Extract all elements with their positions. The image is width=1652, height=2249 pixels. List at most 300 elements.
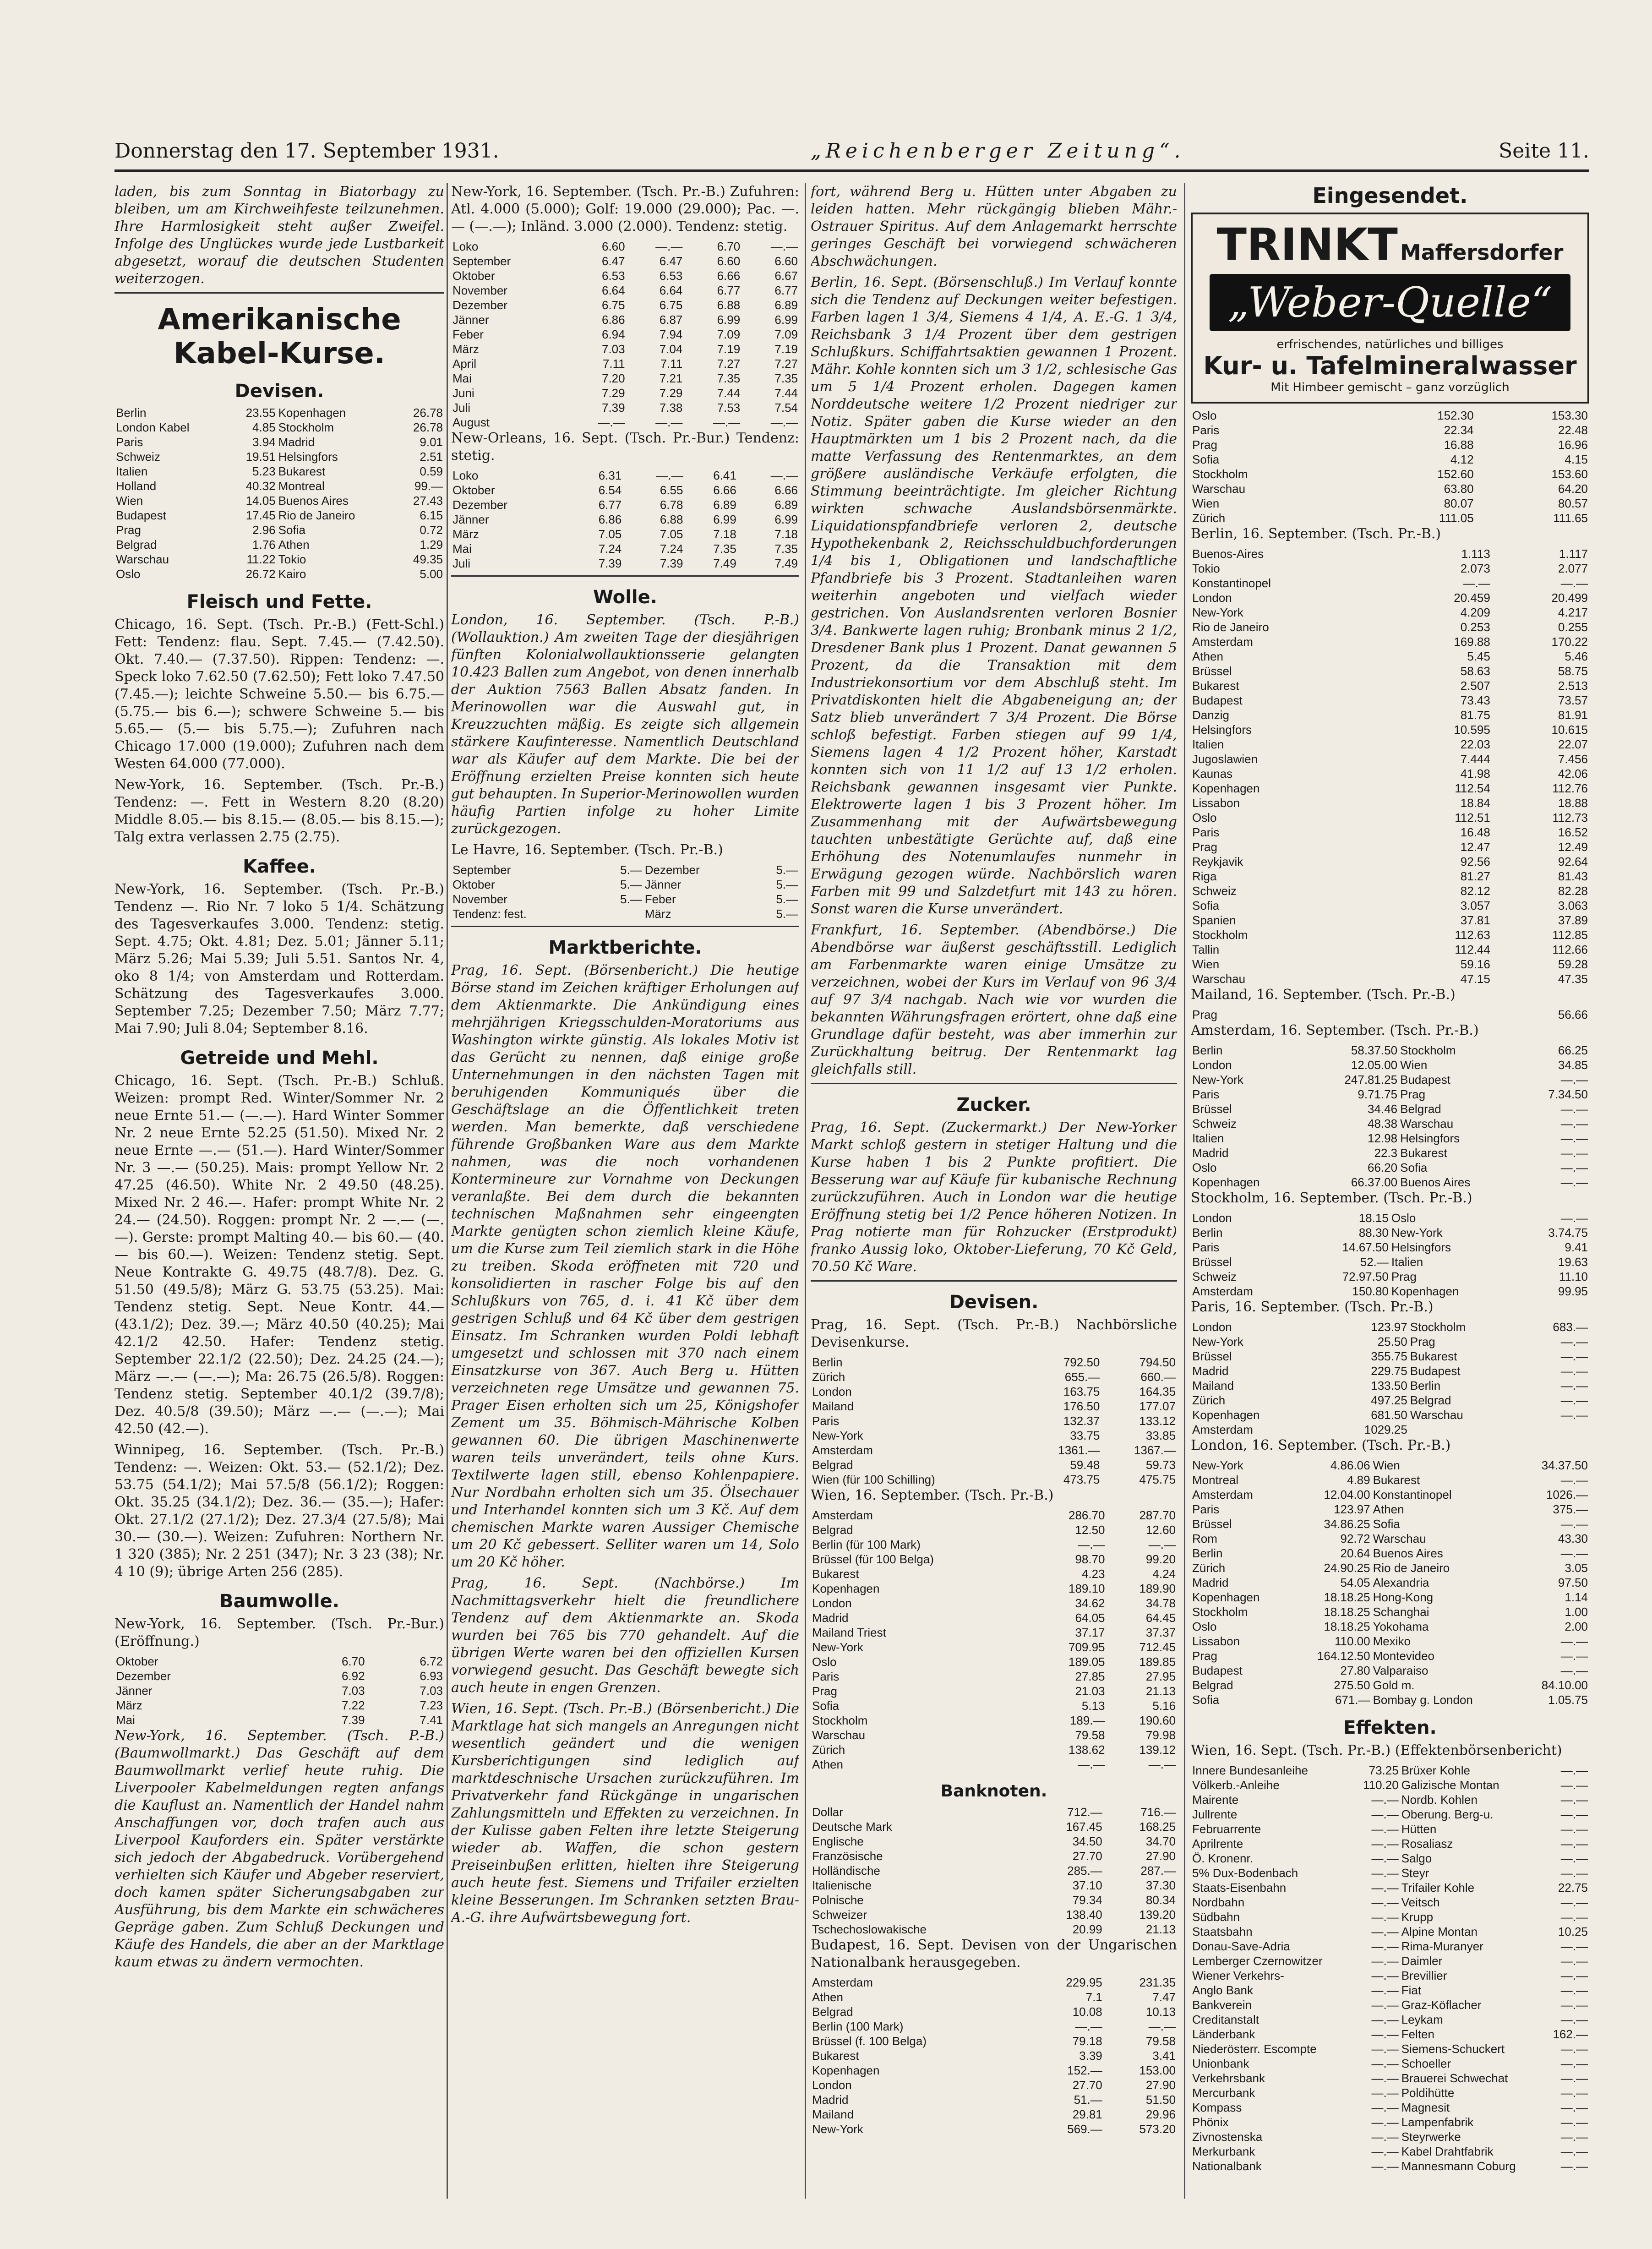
table-cell: Belgrad <box>812 1458 853 1472</box>
table-cell: Lissabon <box>1192 796 1240 810</box>
table-cell: 18.84 <box>1460 796 1490 810</box>
table-cell: 47.15 <box>1460 972 1490 986</box>
table-cell: 6.89 <box>774 298 798 312</box>
table-cell: April <box>453 357 477 371</box>
table-cell: —.— <box>1560 1793 1588 1807</box>
zucker-heading: Zucker. <box>956 1094 1031 1115</box>
table-cell: 14.67.50 <box>1342 1240 1389 1254</box>
table-cell: —.— <box>1560 1910 1588 1924</box>
winnipeg-text: Winnipeg, 16. September. (Tsch. Pr.-B.) Tendenz: —. Weizen: Okt. 53.— (52.1/2); Dez. 53.75 (54.1/2); Mai 57.5/8 (56.1/2); Roggen: Okt. 35.25 (34.1/2); Dez. 36.— (35.—); Hafer: Okt. 27.1/2 (27.1/2); Dez. 27.3/4 (27.5/8); Mai 30.— (30.—). Weizen: Zufuhren: Northern Nr. 1 320 (385); Nr. 2 251 (347); Nr. 3 23 (38); Nr. 4 10 (9); übrige Arten 256 (285). <box>114 1442 444 1580</box>
table-cell: Oberung. Berg-u. <box>1401 1807 1494 1821</box>
table-cell: 139.20 <box>1139 1908 1176 1921</box>
table-cell: 79.58 <box>1145 2034 1176 2048</box>
table-cell: Zürich <box>812 1743 845 1757</box>
table-row <box>1191 840 1589 854</box>
table-cell: 12.47 <box>1460 840 1490 854</box>
table-row <box>1191 1778 1589 1792</box>
table-cell: New-York <box>812 1640 863 1654</box>
table-cell: —.— <box>1560 2071 1588 2085</box>
table-cell: 7.24 <box>660 542 683 556</box>
table-row <box>1191 605 1589 620</box>
table-cell: 7.18 <box>713 527 736 541</box>
table-row <box>451 527 799 541</box>
table-row <box>1191 1822 1589 1836</box>
table-cell: Wien <box>1192 957 1220 971</box>
table-cell: 6.77 <box>774 284 798 297</box>
table-cell: —.— <box>1371 2013 1399 2026</box>
table-cell: Schweiz <box>1192 1270 1237 1283</box>
table-cell: Merkurbank <box>1192 2145 1255 2158</box>
table-cell: Lemberger Czernowitzer <box>1192 1954 1323 1968</box>
table-cell: 37.10 <box>1072 1878 1102 1892</box>
table-cell: —.— <box>1371 2101 1399 2114</box>
table-cell: Sofia <box>1373 1517 1400 1531</box>
table-cell: 58.37.50 <box>1351 1043 1398 1057</box>
table-cell: 569.— <box>1067 2122 1102 2136</box>
table-cell: 21.13 <box>1145 1684 1176 1698</box>
table-cell: Graz-Köflacher <box>1401 1998 1482 2012</box>
table-cell: 110.00 <box>1335 1634 1370 1648</box>
table-cell: —.— <box>1371 2071 1399 2085</box>
table-cell: 7.24 <box>598 542 622 556</box>
table-cell: Prag <box>1192 438 1217 452</box>
table-cell: Kairo <box>278 567 306 581</box>
table-cell: 27.43 <box>413 494 443 508</box>
table-row <box>1191 1320 1589 1334</box>
table-cell: Rom <box>1192 1532 1217 1545</box>
table-cell: 20.64 <box>1340 1546 1370 1560</box>
table-cell: Stockholm <box>812 1714 868 1727</box>
table-row <box>811 1640 1177 1654</box>
table-cell: 7.53 <box>717 401 741 415</box>
table-row <box>1191 1663 1589 1678</box>
table-cell: —.— <box>1371 1983 1399 1997</box>
table-cell: Berlin <box>812 1355 843 1369</box>
table-row <box>1191 1408 1589 1422</box>
table-cell: —.— <box>1560 1335 1588 1348</box>
table-row <box>1191 1422 1589 1437</box>
table-cell: 112.76 <box>1552 781 1588 795</box>
table-cell: 7.03 <box>341 1684 365 1698</box>
table-row <box>114 464 444 479</box>
table-cell: 22.3 <box>1374 1146 1398 1160</box>
table-cell: Buenos-Aires <box>1192 547 1264 561</box>
table-row <box>811 1472 1177 1487</box>
table-cell: 6.70 <box>341 1654 365 1668</box>
table-cell: 92.64 <box>1558 855 1588 868</box>
table-cell: 7.44 <box>774 386 798 400</box>
table-cell: —.— <box>1075 2020 1102 2033</box>
table-cell: Jänner <box>453 513 489 526</box>
table-row <box>811 1596 1177 1610</box>
table-row <box>811 1508 1177 1523</box>
table-cell: Budapest <box>1192 1664 1243 1677</box>
table-cell: 6.55 <box>660 483 683 497</box>
table-row <box>1191 825 1589 840</box>
table-cell: 2.073 <box>1460 562 1490 575</box>
table-cell: 497.25 <box>1371 1393 1407 1407</box>
table-cell: 79.34 <box>1072 1893 1102 1907</box>
table-cell: 4.217 <box>1558 606 1588 619</box>
table-cell: 20.99 <box>1072 1922 1102 1936</box>
table-cell: 169.88 <box>1454 635 1490 649</box>
table-cell: —.— <box>1371 1837 1399 1851</box>
table-cell: —.— <box>1560 1998 1588 2012</box>
table-cell: 6.60 <box>774 254 798 268</box>
table-cell: 34.86.25 <box>1324 1517 1370 1531</box>
table-cell: —.— <box>1371 1866 1399 1880</box>
table-cell: 4.24 <box>1152 1567 1176 1581</box>
table-cell: 6.70 <box>717 240 741 253</box>
table-cell: —.— <box>1560 1807 1588 1821</box>
column-3 <box>811 183 1177 2199</box>
table-cell: —.— <box>1560 2115 1588 2129</box>
wien-devisen-table <box>811 1508 1177 1772</box>
divider <box>114 292 444 294</box>
table-row <box>114 479 444 493</box>
table-cell: 5.16 <box>1152 1699 1176 1713</box>
table-cell: Belgrad <box>812 2005 853 2019</box>
table-cell: Prag <box>1192 840 1217 854</box>
table-cell: 1.00 <box>1565 1605 1588 1619</box>
prag-nachboerse: Prag, 16. Sept. (Nachbörse.) Im Nachmittagsverkehr hielt die freundlichere Tendenz auf dem Aktienmarkte an. Skoda wurden bei 765 bis 770 gehandelt. Auf die übrigen Werte waren bei den offiziellen Kursen vorwiegend gesucht. Das Geschäft bewegte sich auch heute in engen Grenzen. <box>451 1575 799 1696</box>
table-row <box>1191 634 1589 649</box>
table-row <box>1191 1531 1589 1546</box>
table-cell: Holländische <box>812 1864 880 1878</box>
table-cell: Nationalbank <box>1192 2159 1262 2173</box>
table-cell: Lissabon <box>1192 1634 1240 1648</box>
table-cell: 5.— <box>776 892 798 906</box>
table-cell: 6.15 <box>420 508 443 522</box>
cell: Prag <box>1192 1008 1217 1021</box>
table-row <box>811 2092 1177 2107</box>
table-cell: Berlin <box>1192 1546 1223 1560</box>
table-row <box>1191 1939 1589 1954</box>
table-cell: Schanghai <box>1373 1605 1429 1619</box>
table-row <box>451 400 799 415</box>
table-cell: Tschechoslowakische <box>812 1922 927 1936</box>
table-cell: —.— <box>1371 1822 1399 1836</box>
table-cell: 6.75 <box>659 298 683 312</box>
table-cell: 7.11 <box>660 357 683 371</box>
table-row <box>451 497 799 512</box>
column-1 <box>114 183 444 2199</box>
table-cell: Oslo <box>116 567 141 581</box>
intro-paragraph: laden, bis zum Sonntag in Biatorbagy zu bleiben, um am Kirchweihfeste teilzunehmen. Ihre Harmlosigkeit steht außer Zweifel. Infolge des Unglückes wurde jede Lustbarkeit abgesetzt, worauf die deutschen Studenten weiterzogen. <box>114 184 444 287</box>
table-cell: 16.96 <box>1558 438 1588 452</box>
table-cell: —.— <box>1371 2057 1399 2070</box>
table-cell: Amsterdam <box>1192 1488 1253 1501</box>
table-cell: Wien <box>1192 497 1220 510</box>
table-row <box>811 1443 1177 1457</box>
baumwolle-heading: Baumwolle. <box>219 1591 339 1612</box>
table-cell: —.— <box>1148 2020 1176 2033</box>
table-cell: Berlin <box>1410 1379 1441 1392</box>
table-cell: 7.09 <box>717 328 741 341</box>
table-cell: Verkehrsbank <box>1192 2071 1265 2085</box>
table-cell: 7.09 <box>774 328 798 341</box>
table-cell: Bukarest <box>1410 1349 1457 1363</box>
table-cell: Warschau <box>116 552 169 566</box>
table-cell: 6.93 <box>420 1669 443 1683</box>
table-row <box>1191 496 1589 511</box>
table-cell: 20.499 <box>1551 591 1588 605</box>
table-row <box>1191 649 1589 664</box>
table-cell: —.— <box>1371 2115 1399 2129</box>
table-cell: 6.89 <box>713 498 736 512</box>
fleisch-chicago-text: Chicago, 16. Sept. (Tsch. Pr.-B.) (Fett-Schl.) Fett: Tendenz: flau. Sept. 7.45.— (7.42.50). Okt. 7.40.— (7.37.50). Rippen: Tendenz: —. Speck loko 7.62.50 (7.62.50); Fett loko 7.47.50 (7.45.—); leichte Schweine 5.50.— bis 6.75.— (5.75.— bis 6.—); schwere Schweine 5.— bis 5.65.— (5.— bis 5.75.—); Zufuhren nach Chicago 17.000 (19.000); Zufuhren nach dem Westen 64.000 (77.000). <box>114 617 444 772</box>
table-cell: 99.— <box>414 479 443 493</box>
table-cell: —.— <box>1560 1866 1588 1880</box>
wolle-text: London, 16. September. (Tsch. P.-B.) (Wollauktion.) Am zweiten Tage der diesjährigen fünften Kolonialwollauktionsserie gelangten 10.423 Ballen zum Angebot, von denen innerhalb der Auktion 7563 Ballen Absatz fanden. In Merinowollen war die Auswahl gut, in Kreuzzuchten mäßig. Es zeigte sich allgemein stärkere Kaufinteresse. Namentlich Deutschland war als Käufer auf dem Markte. Die bei der Eröffnung erzielten Preise konnten sich heute gut behaupten. In Superior-Merinowollen wurden häufig Partien infolge zu hoher Limite zurückgezogen. <box>451 612 799 837</box>
table-cell: 7.49 <box>713 557 736 570</box>
table-cell: 189.— <box>1069 1714 1105 1727</box>
table-cell: Jänner <box>116 1684 153 1698</box>
table-cell: 133.12 <box>1139 1414 1176 1428</box>
table-cell: Athen <box>1373 1502 1404 1516</box>
table-row <box>1191 576 1589 590</box>
table-row <box>1191 693 1589 708</box>
table-cell: 1026.— <box>1546 1488 1588 1501</box>
table-cell: 573.20 <box>1139 2122 1176 2136</box>
table-cell: Juli <box>453 557 471 570</box>
table-row <box>1191 957 1589 972</box>
table-cell: 58.63 <box>1460 664 1490 678</box>
weber-quelle-advertisement <box>1191 213 1589 404</box>
table-cell: Zivnostenska <box>1192 2130 1263 2144</box>
table-cell: Alpine Montan <box>1401 1925 1478 1938</box>
table-cell: 153.30 <box>1551 409 1588 422</box>
table-cell: Kopenhagen <box>812 1582 880 1595</box>
table-cell: 10.615 <box>1551 723 1588 737</box>
table-cell: 162.— <box>1553 2027 1588 2041</box>
table-cell: November <box>453 892 507 906</box>
table-cell: 27.70 <box>1072 2078 1102 2092</box>
table-cell: Dezember <box>116 1669 171 1683</box>
table-cell: Zürich <box>812 1370 845 1384</box>
table-row <box>1191 2042 1589 2056</box>
table-cell: 34.70 <box>1145 1834 1176 1848</box>
table-cell: Juli <box>453 401 471 415</box>
table-row <box>451 386 799 400</box>
effekten-head: Wien, 16. Sept. (Tsch. Pr.-B.) (Effektenbörsenbericht) <box>1191 1742 1562 1758</box>
table-cell: 1.05.75 <box>1548 1693 1588 1707</box>
table-row <box>811 1893 1177 1907</box>
table-cell: 64.20 <box>1558 482 1588 496</box>
frankfurt-abendboerse: Frankfurt, 16. September. (Abendbörse.) Die Abendbörse war äußerst geschäftsstill. Lediglich am Farbenmarkte waren einige Umsätze zu verzeichnen, wobei der Kurs im Verlauf von 96 3/4 auf 97 3/4 nachgab. Nach wie vor wurden die bekannten Währungsfragen erörtert, ohne daß eine Grundlage dafür besteht, was aber immerhin zur Zurückhaltung beitrug. Der Rentenmarkt lag gleichfalls still. <box>811 922 1177 1077</box>
table-cell: 163.75 <box>1063 1385 1100 1398</box>
table-row <box>1191 1880 1589 1895</box>
amsterdam-head: Amsterdam, 16. September. (Tsch. Pr.-B.) <box>1191 1022 1479 1038</box>
table-row <box>811 1834 1177 1849</box>
table-cell: 123.97 <box>1334 1502 1370 1516</box>
table-cell: Staatsbahn <box>1192 1925 1253 1938</box>
table-row <box>1191 1807 1589 1822</box>
table-cell: Wien <box>1400 1058 1428 1072</box>
table-cell: —.— <box>1560 1161 1588 1174</box>
table-row <box>1191 1364 1589 1378</box>
table-cell: Paris <box>812 1670 840 1683</box>
table-row <box>811 1523 1177 1537</box>
table-cell: 7.39 <box>602 401 625 415</box>
table-cell: Oktober <box>453 878 495 891</box>
table-cell: 164.12.50 <box>1317 1649 1370 1663</box>
table-row <box>1191 1043 1589 1058</box>
table-cell: Warschau <box>1192 972 1246 986</box>
table-row <box>1191 452 1589 467</box>
table-cell: —.— <box>1560 1763 1588 1777</box>
table-cell: 6.88 <box>660 513 683 526</box>
table-cell: 6.77 <box>598 498 622 512</box>
table-cell: 34.62 <box>1075 1596 1105 1610</box>
table-row <box>451 239 799 254</box>
table-cell: Hong-Kong <box>1373 1590 1434 1604</box>
table-cell: 7.35 <box>774 371 798 385</box>
berlin-boersenschluss: Berlin, 16. Sept. (Börsenschluß.) Im Verlauf konnte sich die Tendenz auf Deckungen weiter befestigen. Farben lagen 1 3/4, Siemens 4 1/4, A. E.-G. 1 3/4, Reichsbank 3 1/4 Prozent über dem gestrigen Schlußkurs. Schiffahrtsaktien gewannen 1 Prozent. Mähr. Kohle konnten sich um 3 1/2, schlesische Gas um 5 1/4 Prozent erholen. Dagegen kamen Norddeutsche weitere 1/2 Prozent niedriger zur Notiz. Später gaben die Kurse wieder an den Hauptmärkten um 1 bis 2 Prozent nach, da die matte Verfassung des Rentenmarktes, an dem größere ausländische Verkäufe erfolgten, die Stimmung beeinträchtigte. Im gleicher Richtung wirkten schwache Auslandsbörsenmärkte. Liquidationspfandbriefe verloren 2, deutsche Hypothekenbank 2, Reichsschuldbuchforderungen 1/4 bis 1, Obligationen und landschaftliche Pfandbriefe bis 3 Prozent. Stadtanleihen waren weiterhin angeboten und vielfach wieder gestrichen. Von Auslandsrenten verloren Bosnier 3/4. Bankwerte lagen ruhig; Bronbank minus 2 1/2, Dresdener Bank plus 1 Prozent. Danat gewannen 5 Prozent, da die Transaktion mit dem Industriekonsortium vor dem Abschluß steht. Im Privatdiskonten hielt die Abgabeneigung an; der Satz blieb unverändert 7 3/4 Prozent. Die Börse schloß befestigt. Farben stiegen auf 99 1/4, Siemens lagen 4 1/2 Prozent höher, Karstadt konnten sich von 11 1/2 auf 13 1/2 erholen. Reichsbank gewannen insgesamt vier Punkte. Elektrowerte lagen 1 bis 3 Prozent höher. Im Zusammenhang mit der Aufwärtsbewegung tauchten unbestätigte Gerüchte auf, daß eine Erhöhung des Notenumlaufes nunmehr in Erwägung gezogen würde. Nachbörslich waren Farben mit 99 und Salzdetfurt mit 143 zu hören. Sonst waren die Kurse unverändert. <box>811 274 1177 917</box>
prag-devisen-head: Prag, 16. Sept. (Tsch. Pr.-B.) Nachbörsliche Devisenkurse. <box>811 1317 1177 1350</box>
table-cell: 37.89 <box>1558 913 1588 927</box>
table-cell: Tokio <box>278 552 306 566</box>
table-row <box>811 1567 1177 1581</box>
table-cell: Paris <box>1192 825 1220 839</box>
table-row <box>114 537 444 552</box>
table-row <box>114 523 444 537</box>
table-cell: 123.97 <box>1371 1320 1407 1334</box>
table-cell: Madrid <box>1192 1146 1229 1160</box>
table-cell: —.— <box>1371 1925 1399 1938</box>
table-cell: 375.— <box>1553 1502 1588 1516</box>
table-row <box>811 2078 1177 2092</box>
table-row <box>1191 854 1589 869</box>
table-cell: —.— <box>1560 1634 1588 1648</box>
table-cell: 655.— <box>1064 1370 1100 1384</box>
table-row <box>451 468 799 483</box>
table-cell: 152.60 <box>1437 467 1474 481</box>
table-row <box>1191 972 1589 986</box>
table-cell: 25.50 <box>1377 1335 1407 1348</box>
table-row <box>451 254 799 268</box>
table-cell: Brüssel (für 100 Belga) <box>812 1552 934 1566</box>
table-cell: 355.75 <box>1371 1349 1407 1363</box>
table-cell: 1367.— <box>1134 1443 1176 1457</box>
table-row <box>811 1457 1177 1472</box>
table-cell: —.— <box>1560 1895 1588 1909</box>
table-cell: —.— <box>770 469 798 482</box>
table-cell: 29.96 <box>1145 2107 1176 2121</box>
table-cell: 2.00 <box>1565 1620 1588 1633</box>
table-cell: 1361.— <box>1058 1443 1100 1457</box>
getreide-text: Chicago, 16. Sept. (Tsch. Pr.-B.) Schluß. Weizen: prompt Red. Winter/Sommer Nr. 2 neue Ernte 51.— (—.—). Hard Winter Sommer Nr. 2 neue Ernte 52.25 (51.50). Mixed Nr. 2 neue Ernte —.— (51.—). Hard Winter/Sommer Nr. 3 —.— (50.25). Mais: prompt Yellow Nr. 2 47.25 (46.50). White Nr. 2 49.50 (48.25). Mixed Nr. 2 46.—. Hafer: prompt White Nr. 2 24.— (24.50). Roggen: prompt Nr. 2 —.— (—.—). Gerste: prompt Malting 40.— bis 60.— (40.— bis 60.—). Weizen: Tendenz stetig. Sept. Neue Kontrakte G. 49.75 (48.7/8). Dez. G. 51.50 (49.5/8); März G. 53.75 (53.25). Mai: Tendenz stetig. Sept. Neue Kontr. 44.— (43.1/2); Dez. 39.—; März 40.50 (40.25); Mai 42.1/2 42.50. Hafer: Tendenz stetig. September 22.1/2 (22.50); Dez. 24.25 (24.—); März —.— (—.—); Ma: 26.75 (26.5/8). Roggen: Tendenz stetig. September 40.1/2 (39.7/8); Dez. 40.5/8 (39.50); März —.— (—.—); Mai 42.50 (42.—). <box>114 1073 444 1437</box>
table-row <box>1191 913 1589 928</box>
table-row <box>811 1713 1177 1728</box>
table-cell: 3.94 <box>252 435 276 449</box>
table-cell: Montreal <box>1192 1473 1239 1487</box>
table-cell: 33.85 <box>1145 1429 1176 1442</box>
table-row <box>451 541 799 556</box>
table-cell: Budapest <box>1410 1364 1461 1378</box>
table-cell: Oktober <box>116 1654 158 1668</box>
table-cell: März <box>116 1698 142 1712</box>
effekten-table <box>1191 1763 1589 2173</box>
table-cell: 7.22 <box>341 1698 365 1712</box>
table-row <box>114 1683 444 1698</box>
budapest-head: Budapest, 16. Sept. Devisen von der Ungarischen Nationalbank herausgegeben. <box>811 1937 1177 1971</box>
table-row <box>811 1819 1177 1834</box>
table-cell: Sofia <box>1192 1693 1220 1707</box>
table-cell: —.— <box>655 415 683 429</box>
table-cell: 2.513 <box>1558 679 1588 693</box>
table-cell: Amsterdam <box>812 1508 873 1522</box>
table-cell: 14.05 <box>245 494 276 508</box>
table-row <box>451 862 799 877</box>
stockholm-head: Stockholm, 16. September. (Tsch. Pr.-B.) <box>1191 1190 1472 1206</box>
table-row <box>811 2122 1177 2136</box>
table-cell: 794.50 <box>1139 1355 1176 1369</box>
ad-himbeer: Mit Himbeer gemischt – ganz vorzüglich <box>1270 381 1510 394</box>
table-cell: 110.20 <box>1363 1778 1399 1792</box>
table-row <box>811 1355 1177 1370</box>
table-row <box>1191 2085 1589 2100</box>
table-cell: Prag <box>1192 1649 1217 1663</box>
table-cell: 73.25 <box>1368 1763 1399 1777</box>
table-cell: Aprilrente <box>1192 1837 1243 1851</box>
table-row <box>1191 2071 1589 2085</box>
table-cell: 2.96 <box>252 523 276 537</box>
table-cell: Sofia <box>1192 453 1220 466</box>
table-cell: —.— <box>1560 2057 1588 2070</box>
table-row <box>1191 1225 1589 1240</box>
table-cell: 3.057 <box>1460 899 1490 912</box>
table-cell: Warschau <box>812 1728 866 1742</box>
table-row <box>451 312 799 327</box>
cell: 56.66 <box>1558 1008 1588 1021</box>
table-cell: Amsterdam <box>1192 1284 1253 1298</box>
table-cell: 81.43 <box>1558 869 1588 883</box>
table-cell: 7.23 <box>420 1698 443 1712</box>
table-row <box>1191 1175 1589 1190</box>
table-cell: 6.64 <box>602 284 625 297</box>
table-row <box>811 1684 1177 1698</box>
table-cell: 40.32 <box>245 479 276 493</box>
table-cell: 37.30 <box>1145 1878 1176 1892</box>
table-cell: 287.70 <box>1139 1508 1176 1522</box>
table-row <box>1191 481 1589 496</box>
table-cell: Stockholm <box>1192 928 1248 942</box>
table-cell: 275.50 <box>1334 1678 1370 1692</box>
table-cell: —.— <box>1560 1131 1588 1145</box>
table-cell: Budapest <box>1400 1073 1450 1086</box>
table-cell: 0.59 <box>420 464 443 478</box>
table-row <box>1191 467 1589 481</box>
table-cell: London <box>1192 1320 1232 1334</box>
table-cell: Stockholm <box>278 420 334 434</box>
table-cell: 6.99 <box>713 513 736 526</box>
table-row <box>1191 1393 1589 1408</box>
wien-devisen-head: Wien, 16. September. (Tsch. Pr.-B.) <box>811 1487 1054 1503</box>
havre-table <box>451 862 799 921</box>
table-cell: 168.25 <box>1139 1820 1176 1834</box>
table-cell: 150.80 <box>1352 1284 1389 1298</box>
wolle-heading: Wolle. <box>593 587 657 608</box>
table-cell: 3.063 <box>1558 899 1588 912</box>
table-cell: London <box>812 1385 852 1398</box>
table-cell: 27.95 <box>1145 1670 1176 1683</box>
table-cell: Athen <box>1192 650 1223 663</box>
baumwolle-head: New-York, 16. September. (Tsch. Pr.-Bur.) (Eröffnung.) <box>114 1616 444 1649</box>
table-cell: Paris <box>1192 1087 1220 1101</box>
table-cell: 21.13 <box>1145 1922 1176 1936</box>
table-cell: Feber <box>644 892 676 906</box>
